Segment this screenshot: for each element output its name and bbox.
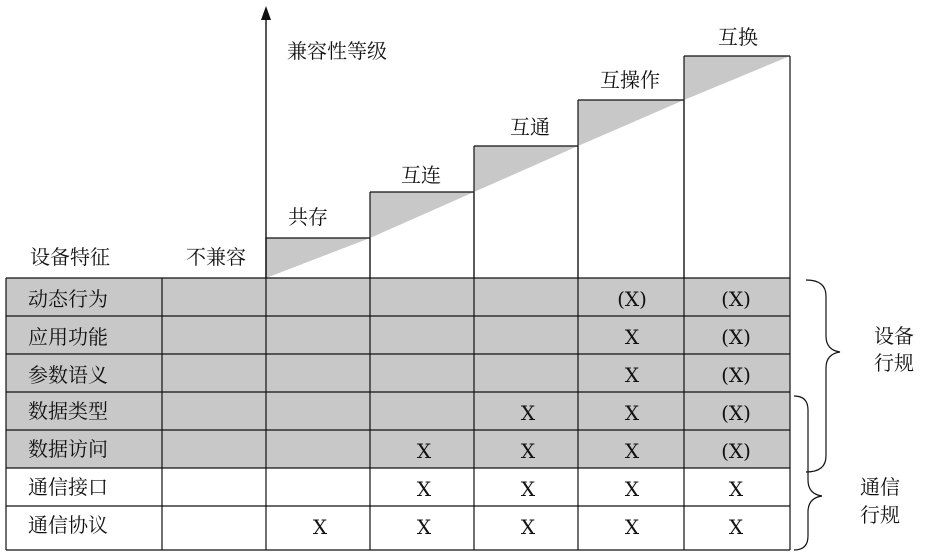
cell-mark: (X): [721, 363, 751, 387]
cell-mark: (X): [721, 439, 751, 463]
row-label-data-type: 数据类型: [28, 399, 108, 423]
staircase-triangle: [370, 192, 474, 238]
cell-mark: X: [416, 439, 432, 463]
comm-profile-label-line1: 通信: [860, 475, 900, 499]
staircase-triangle: [266, 238, 370, 278]
cell-mark: X: [312, 515, 328, 539]
device-profile-label-line2: 行规: [874, 351, 914, 375]
cell-mark: X: [416, 515, 432, 539]
level-label-interoperate: 互操作: [600, 68, 660, 92]
cell-mark: (X): [721, 401, 751, 425]
device-profile-label-line1: 设备: [874, 324, 914, 348]
staircase-triangle: [578, 100, 684, 146]
cell-mark: X: [416, 477, 432, 501]
staircase-triangle: [684, 56, 790, 100]
cell-mark: X: [520, 439, 536, 463]
cell-mark: X: [728, 477, 744, 501]
comm-profile-label-line2: 行规: [860, 503, 900, 527]
axis-arrow-icon: [261, 6, 271, 20]
cell-mark: X: [624, 477, 640, 501]
cell-mark: X: [520, 401, 536, 425]
comm-profile-brace-icon: [794, 396, 822, 550]
row-header: 设备特征: [30, 245, 110, 269]
cell-mark: X: [520, 477, 536, 501]
level-label-coexistence: 共存: [288, 205, 328, 229]
level-label-interconnect: 互连: [401, 163, 441, 187]
axis-title: 兼容性等级: [287, 39, 387, 63]
shaded-row-band: [6, 278, 790, 468]
compatibility-staircase: [266, 56, 790, 278]
cell-mark: (X): [617, 287, 647, 311]
cell-mark: X: [624, 325, 640, 349]
row-label-dynamic-behavior: 动态行为: [28, 287, 108, 311]
level-label-interwork: 互通: [510, 115, 550, 139]
row-label-comm-protocol: 通信协议: [28, 513, 108, 537]
cell-mark: (X): [721, 325, 751, 349]
row-label-data-access: 数据访问: [28, 437, 108, 461]
cell-mark: X: [624, 439, 640, 463]
cell-mark: X: [624, 515, 640, 539]
device-profile-brace-icon: [806, 280, 840, 472]
cell-mark: X: [624, 363, 640, 387]
device-feature-shading: [6, 278, 790, 468]
compatibility-axis: [261, 6, 271, 278]
level-label-interchange: 互换: [718, 25, 758, 49]
cell-mark: X: [728, 515, 744, 539]
cell-mark: X: [520, 515, 536, 539]
staircase-triangle: [474, 146, 578, 192]
cell-mark: (X): [721, 287, 751, 311]
level-label-incompatible: 不兼容: [186, 245, 246, 269]
row-label-comm-interface: 通信接口: [28, 475, 108, 499]
row-label-app-function: 应用功能: [28, 325, 108, 349]
row-label-param-semantics: 参数语义: [28, 363, 108, 387]
cell-mark: X: [624, 401, 640, 425]
